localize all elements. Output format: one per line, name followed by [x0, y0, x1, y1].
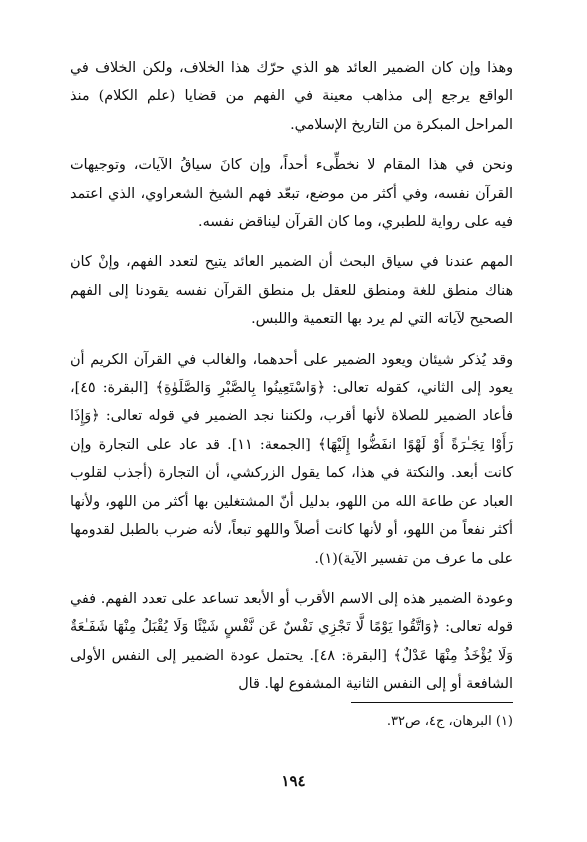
page-number: ١٩٤: [281, 772, 306, 790]
footnote: (١) البرهان، ج٤، ص٣٢.: [386, 714, 513, 729]
footnote-divider: [351, 702, 513, 703]
paragraph-4: وقد يُذكر شيئان ويعود الضمير على أحدهما، والغالب في القرآن الكريم أن يعود إلى الثاني، كقوله تعالى: ﴿وَاسْتَعِينُوا بِالصَّبْرِ وَالصَّلَوٰةِ﴾ [البقرة: ٤٥]، فأعاد الضمير للصلاة لأنها أقرب، ولكننا نجد الضمير في قوله تعالى: ﴿وَإِذَا رَأَوْا تِجَـٰرَةً أَوْ لَهْوًا انفَضُّوا إِلَيْهَا﴾ [الجمعة: ١١]. قد عاد على التجارة وإن كانت أبعد. والنكتة في هذا، كما يقول الزركشي، أن التجارة (أجذب لقلوب العباد عن طاعة الله من اللهو، بدليل أنّ المشتغلين بها أكثر من اللهو، ولأنها أكثر نفعاً من اللهو، أو لأنها كانت أصلاً واللهو تبعاً، لأنه ضرب بالطبل لقدومها على ما عرف من تفسير الآية)(١).: [70, 351, 513, 567]
paragraph-2: ونحن في هذا المقام لا نخطِّىء أحداً، وإن كانَ سياقُ الآيات، وتوجيهات القرآن نفسه، وفي أكثر من موضع، تبعّد فهم الشيخ الشعراوي، الذي اعتمد فيه على رواية للطبري، وما كان القرآن ليناقض نفسه.: [70, 157, 513, 231]
paragraph-5: وعودة الضمير هذه إلى الاسم الأقرب أو الأبعد تساعد على تعدد الفهم. ففي قوله تعالى: ﴿وَاتَّقُوا يَوْمًا لَّا تَجْزِي نَفْسٌ عَن نَّفْسٍ شَيْئًا وَلَا يُقْبَلُ مِنْهَا شَفَـٰعَةٌ وَلَا يُؤْخَذُ مِنْهَا عَدْلٌ﴾ [البقرة: ٤٨]. يحتمل عودة الضمير إلى النفس الأولى الشافعة أو إلى النفس الثانية المشفوع لها. قال: [70, 590, 514, 693]
paragraph-3: المهم عندنا في سياق البحث أن الضمير العائد يتيح لتعدد الفهم، وإنْ كان هناك منطق للغة ومنطق للعقل بل منطق القرآن نفسه يقودنا إلى الفهم الصحيح لآياته التي لم يرد بها التعمية واللبس.: [70, 254, 513, 328]
paragraph-1: وهذا وإن كان الضمير العائد هو الذي حرّك هذا الخلاف، ولكن الخلاف في الواقع يرجع إلى مذاهب معينة في الفهم من قضايا (علم الكلام) منذ المراحل المبكرة من التاريخ الإسلامي.: [70, 60, 513, 133]
